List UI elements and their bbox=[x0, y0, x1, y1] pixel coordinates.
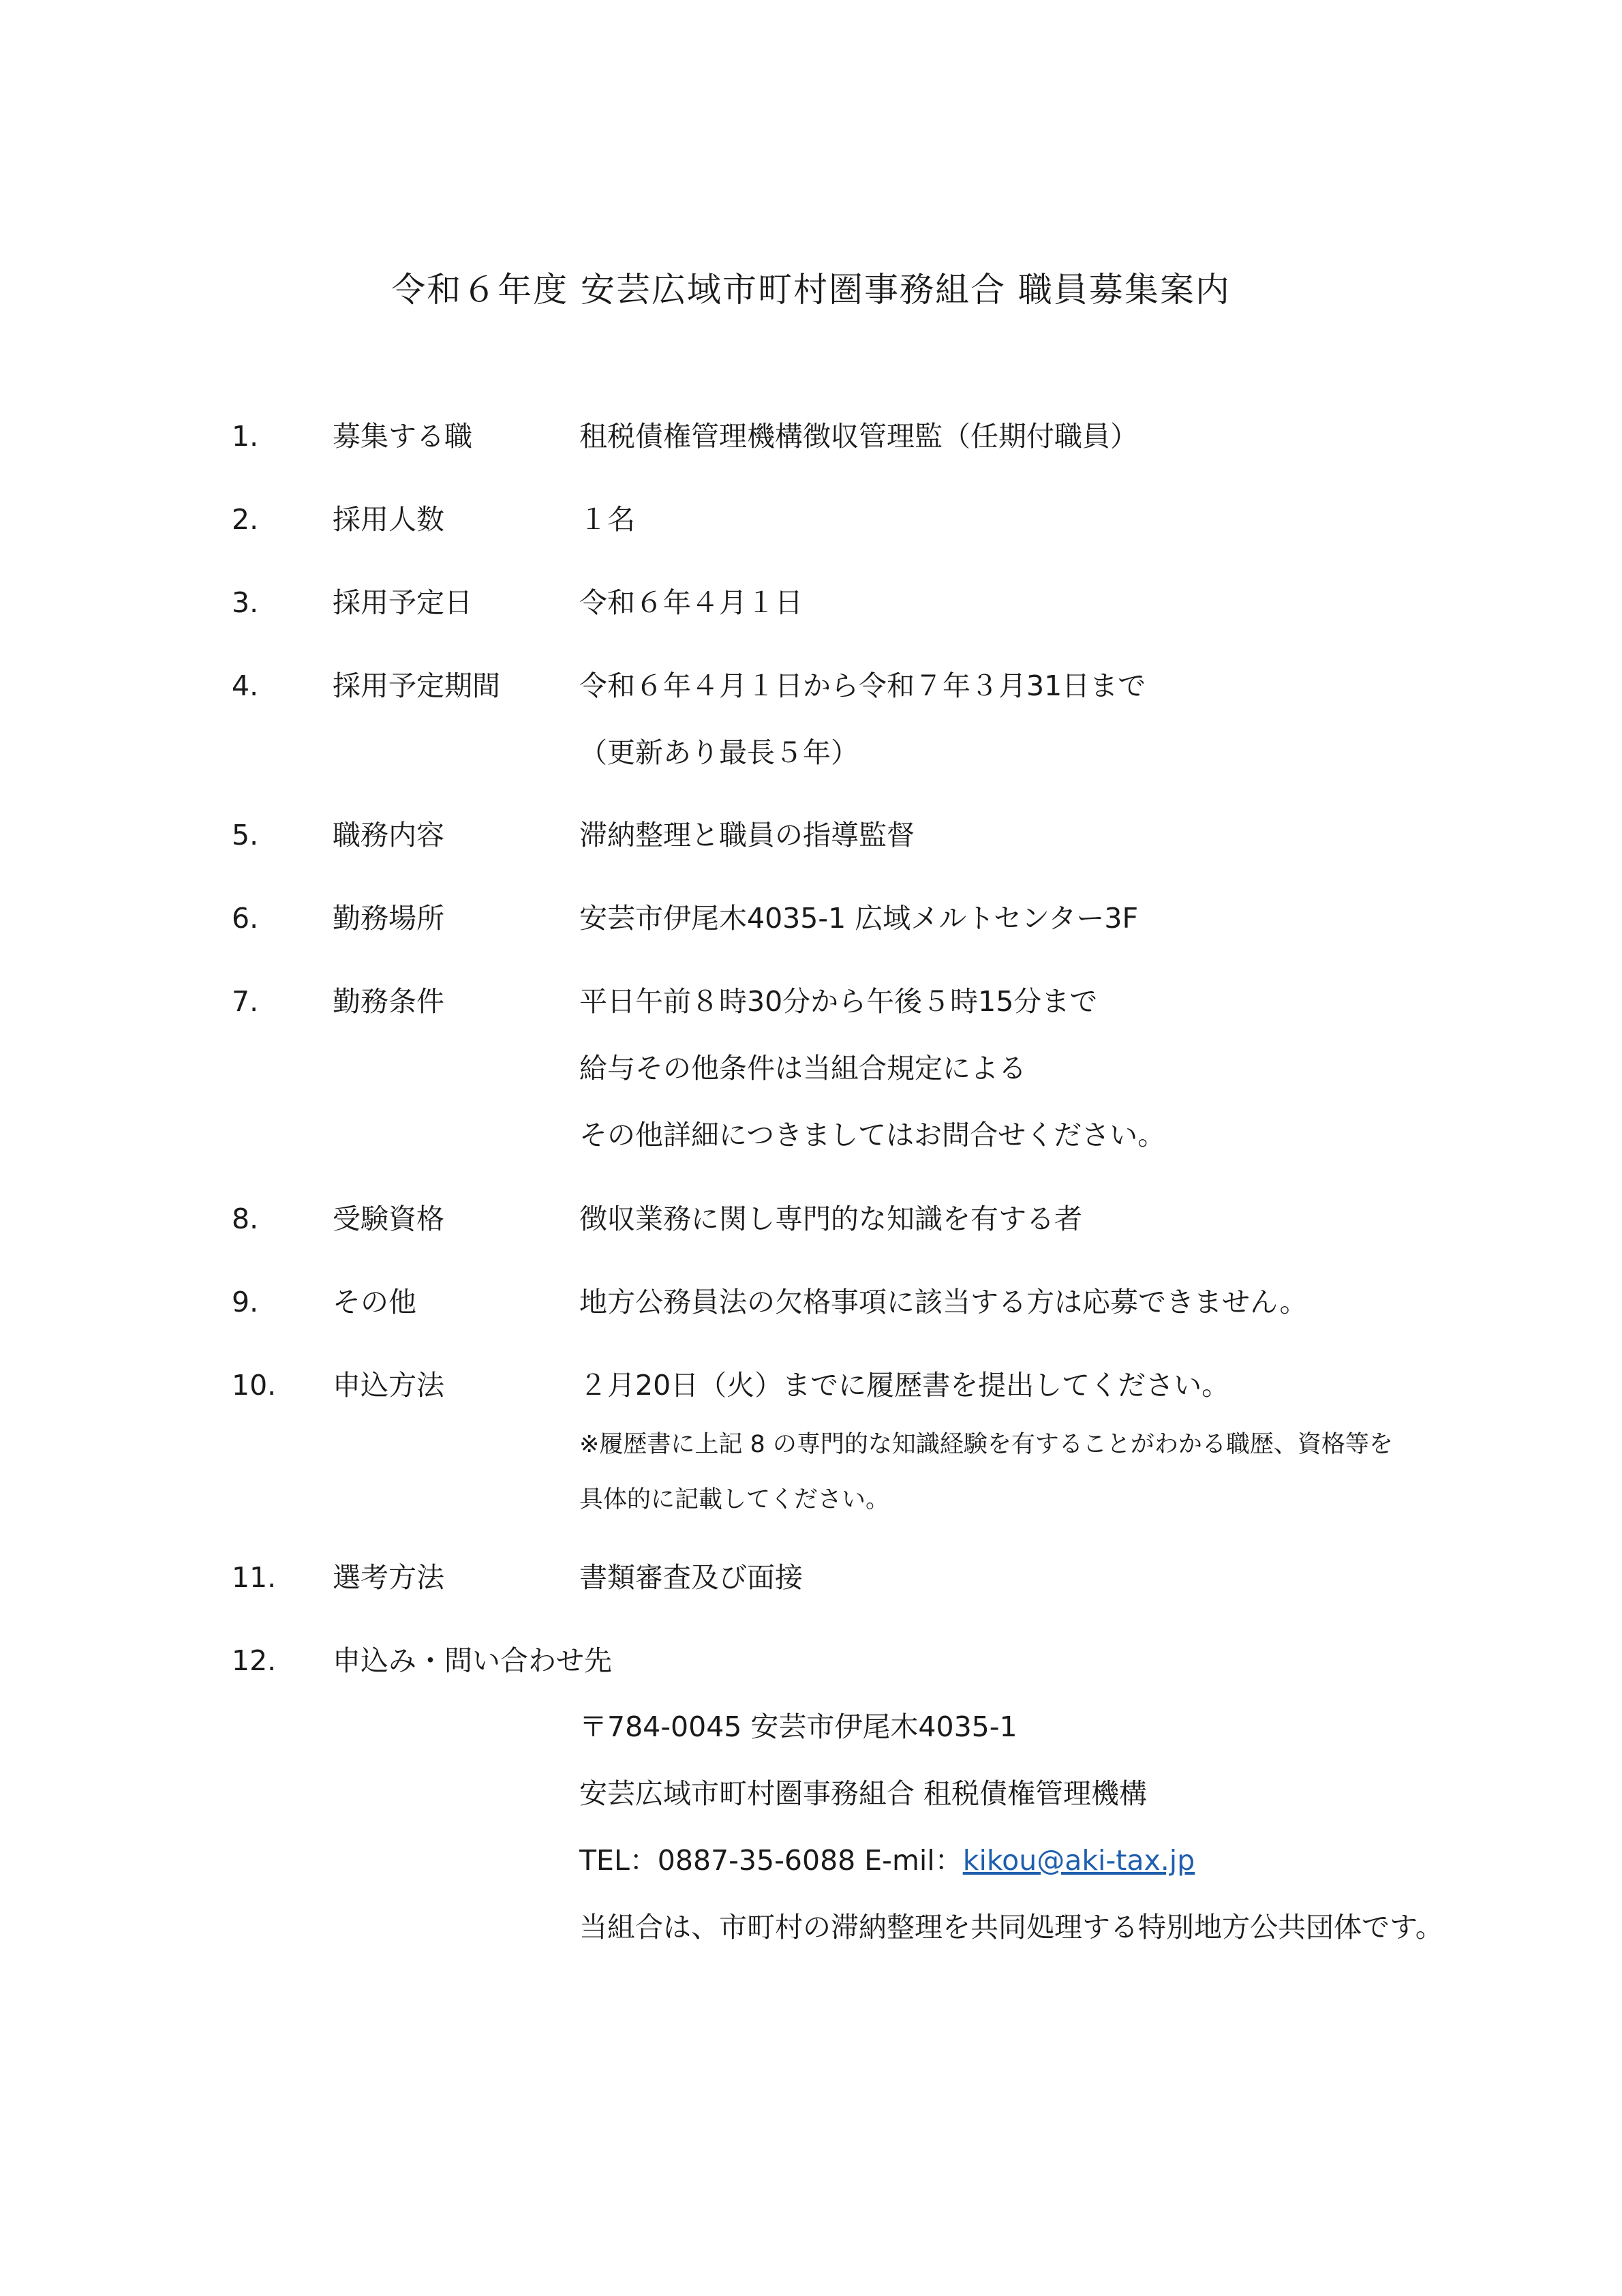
item-number: 11. bbox=[232, 1561, 277, 1594]
item-note: 具体的に記載してください。 bbox=[579, 1486, 890, 1513]
item-value: 給与その他条件は当組合規定による bbox=[579, 1052, 1026, 1085]
item-number: 7. bbox=[232, 985, 259, 1018]
item-value: 滞納整理と職員の指導監督 bbox=[579, 819, 915, 851]
page-title: 令和６年度 安芸広域市町村圏事務組合 職員募集案内 bbox=[391, 270, 1231, 309]
item-value: １名 bbox=[579, 503, 635, 536]
item-label: 採用予定期間 bbox=[333, 669, 500, 702]
item-value: 平日午前８時30分から午後５時15分まで bbox=[579, 985, 1098, 1018]
contact-description: 当組合は、市町村の滞納整理を共同処理する特別地方公共団体です。 bbox=[579, 1911, 1443, 1944]
item-label: 募集する職 bbox=[333, 420, 472, 453]
item-number: 1. bbox=[232, 420, 259, 453]
contact-tel: TEL：0887-35-6088 E-mil： bbox=[579, 1844, 963, 1877]
item-value: ２月20日（火）までに履歴書を提出してください。 bbox=[579, 1369, 1230, 1402]
item-number: 2. bbox=[232, 503, 259, 536]
item-value: 徴収業務に関し専門的な知識を有する者 bbox=[579, 1203, 1082, 1235]
item-label: 採用予定日 bbox=[333, 586, 472, 619]
contact-email-link[interactable]: kikou@aki-tax.jp bbox=[962, 1844, 1195, 1877]
item-number: 9. bbox=[232, 1286, 259, 1318]
item-label: 職務内容 bbox=[333, 819, 444, 851]
item-label: その他 bbox=[333, 1286, 416, 1318]
item-number: 5. bbox=[232, 819, 259, 851]
item-value: その他詳細につきましてはお問合せください。 bbox=[579, 1119, 1166, 1151]
contact-tel-email bbox=[579, 1841, 1195, 1879]
contact-address: 〒784-0045 安芸市伊尾木4035-1 bbox=[579, 1710, 1017, 1743]
item-label: 勤務条件 bbox=[333, 985, 444, 1018]
item-label: 受験資格 bbox=[333, 1203, 444, 1235]
item-value: 書類審査及び面接 bbox=[579, 1561, 803, 1594]
item-value: 令和６年４月１日 bbox=[579, 586, 803, 619]
contact-organization: 安芸広域市町村圏事務組合 租税債権管理機構 bbox=[579, 1777, 1148, 1810]
item-number: 4. bbox=[232, 669, 259, 702]
item-label: 勤務場所 bbox=[333, 902, 444, 935]
item-value: 安芸市伊尾木4035-1 広域メルトセンター3F bbox=[579, 902, 1139, 935]
item-value: 令和６年４月１日から令和７年３月31日まで bbox=[579, 669, 1146, 702]
item-number: 10. bbox=[232, 1369, 277, 1402]
item-label: 選考方法 bbox=[333, 1561, 444, 1594]
item-value: 地方公務員法の欠格事項に該当する方は応募できません。 bbox=[579, 1286, 1308, 1318]
item-number: 12. bbox=[232, 1644, 277, 1677]
item-value: （更新あり最長５年） bbox=[579, 736, 859, 769]
item-label: 申込方法 bbox=[333, 1369, 444, 1402]
item-number: 3. bbox=[232, 586, 259, 619]
item-value: 租税債権管理機構徴収管理監（任期付職員） bbox=[579, 420, 1138, 453]
item-label: 申込み・問い合わせ先 bbox=[333, 1644, 612, 1677]
item-note: ※履歴書に上記 8 の専門的な知識経験を有することがわかる職歴、資格等を bbox=[579, 1431, 1393, 1458]
item-number: 8. bbox=[232, 1203, 259, 1235]
item-number: 6. bbox=[232, 902, 259, 935]
item-label: 採用人数 bbox=[333, 503, 444, 536]
